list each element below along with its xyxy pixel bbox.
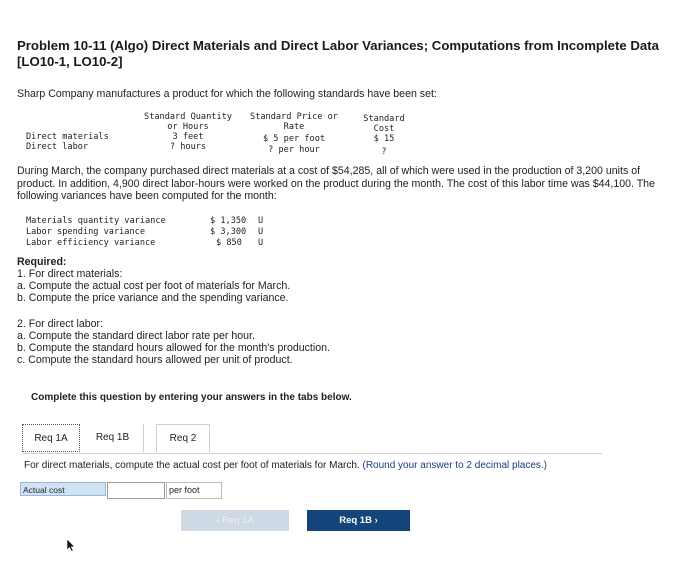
- required-heading: Required:: [17, 256, 67, 268]
- chevron-left-icon: ‹: [216, 515, 220, 526]
- header-cost-line2: Cost: [373, 124, 395, 134]
- prev-button[interactable]: [181, 510, 289, 531]
- variance-flag: U: [258, 227, 264, 237]
- row-materials-price: $ 5 per foot: [262, 134, 326, 144]
- tabs-bar: [22, 424, 602, 454]
- required-line: c. Compute the standard hours allowed per unit of product.: [17, 354, 293, 366]
- instruction-text: For direct materials, compute the actual cost per foot of materials for March.: [24, 460, 360, 471]
- variance-flag: U: [258, 216, 264, 226]
- header-cost-line1: Standard: [363, 114, 405, 124]
- row-labor-label: Direct labor: [26, 142, 89, 152]
- variance-row: [26, 227, 286, 238]
- variance-row: [26, 216, 286, 227]
- tab-req-1a[interactable]: Req 1A: [22, 424, 80, 452]
- required-line: a. Compute the actual cost per foot of materials for March.: [17, 280, 291, 292]
- rounding-note: (Round your answer to 2 decimal places.): [362, 460, 548, 471]
- row-labor-qty: ? hours: [169, 142, 207, 152]
- header-price-line1: Standard Price or: [250, 112, 338, 122]
- required-line: 2. For direct labor:: [17, 318, 103, 330]
- row-materials-qty: 3 feet: [172, 132, 204, 142]
- scenario-paragraph: During March, the company purchased direct materials at a cost of $54,285, all of which were used in the production of 3,200 units of product. In addition, 4,900 direct labor-hours were worked on the product during the month. The cost of this labor time was $44,100. The following variances have been computed for the month:: [17, 165, 655, 202]
- header-price-line2: Rate: [283, 122, 305, 132]
- tab-req-2[interactable]: Req 2: [156, 424, 210, 452]
- next-button[interactable]: [307, 510, 410, 531]
- header-quantity-line1: Standard Quantity: [144, 112, 232, 122]
- actual-cost-input[interactable]: [107, 482, 165, 499]
- answer-unit: per foot: [166, 482, 222, 499]
- variances-table: [26, 216, 286, 250]
- tab-instruction: [24, 460, 547, 471]
- required-line: 1. For direct materials:: [17, 268, 123, 280]
- complete-instruction: Complete this question by entering your answers in the tabs below.: [31, 392, 352, 403]
- variance-value: $ 1,350: [210, 216, 247, 226]
- prev-button-label: Req 1A: [222, 515, 254, 526]
- required-line: b. Compute the standard hours allowed for the month's production.: [17, 342, 330, 354]
- required-line: a. Compute the standard direct labor rate per hour.: [17, 330, 255, 342]
- answer-row: [20, 482, 240, 502]
- row-labor-price: ? per hour: [268, 145, 320, 155]
- variance-label: Labor spending variance: [26, 227, 145, 237]
- standards-table: [26, 112, 416, 160]
- answer-label: Actual cost: [20, 482, 106, 496]
- next-button-label: Req 1B: [339, 515, 372, 526]
- tab-req-1b[interactable]: Req 1B: [82, 424, 144, 452]
- variance-value: $ 850: [216, 238, 242, 248]
- variance-row: [26, 238, 286, 249]
- variance-value: $ 3,300: [210, 227, 247, 237]
- row-materials-cost: $ 15: [373, 134, 395, 144]
- row-materials-label: Direct materials: [26, 132, 109, 142]
- variance-label: Labor efficiency variance: [26, 238, 156, 248]
- variance-flag: U: [258, 238, 264, 248]
- required-line: b. Compute the price variance and the spending variance.: [17, 292, 289, 304]
- problem-intro: Sharp Company manufactures a product for which the following standards have been set:: [17, 88, 437, 100]
- header-quantity-line2: or Hours: [167, 122, 209, 132]
- variance-label: Materials quantity variance: [26, 216, 166, 226]
- chevron-right-icon: ›: [374, 515, 378, 526]
- problem-title: Problem 10-11 (Algo) Direct Materials and Direct Labor Variances; Computations from Incomplete Data [LO10-1, LO10-2]: [17, 38, 659, 69]
- mouse-pointer-icon: [66, 538, 76, 552]
- row-labor-cost: ?: [381, 147, 387, 157]
